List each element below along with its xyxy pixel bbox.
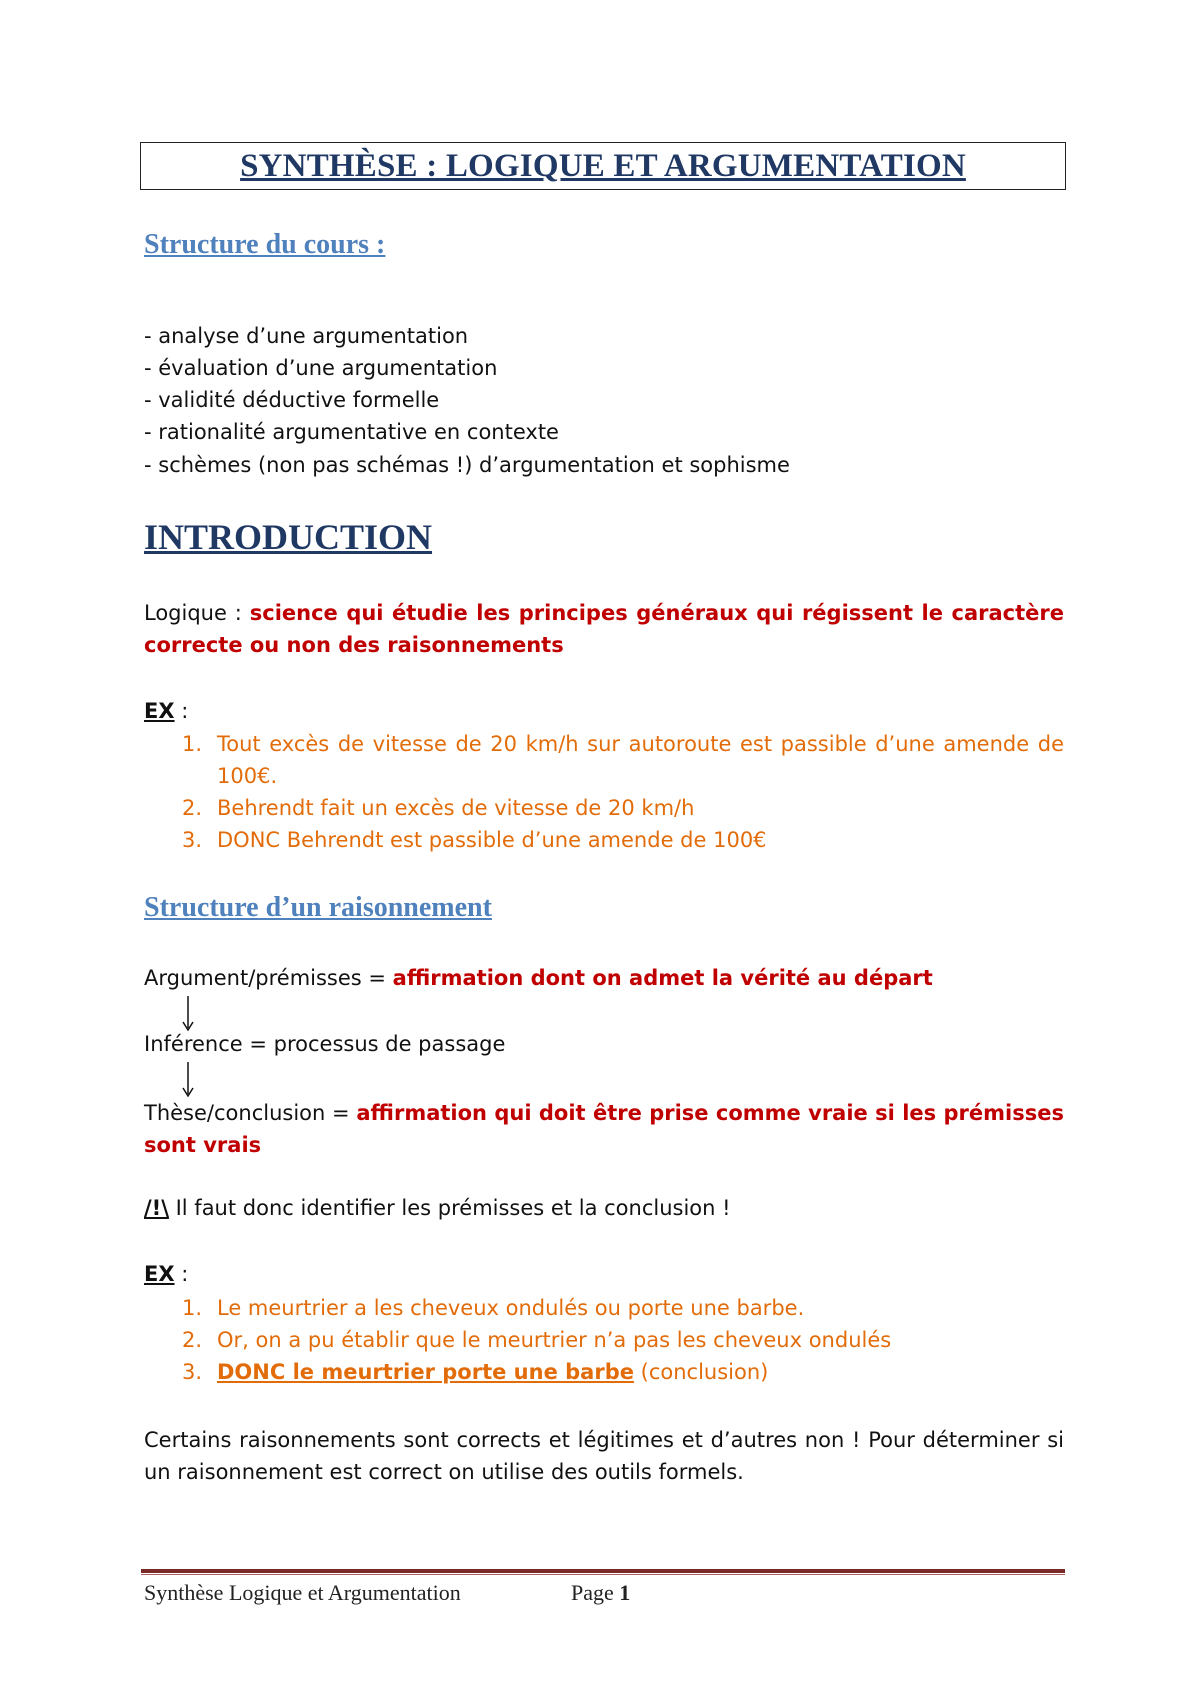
title-box [140, 142, 1066, 190]
down-arrow-icon [181, 1062, 195, 1098]
list-item [144, 1324, 1064, 1356]
ex-label-2 [144, 1262, 188, 1286]
ex-colon: : [174, 1262, 189, 1286]
reasoning-example-list [144, 1292, 1064, 1388]
list-number: 3. [182, 828, 203, 852]
argument-line [144, 966, 933, 990]
list-number: 1. [182, 1296, 203, 1320]
list-item [144, 824, 1064, 856]
thesis-label: Thèse/conclusion = [144, 1101, 357, 1125]
footer-title: Synthèse Logique et Argumentation [144, 1580, 461, 1605]
example-text: Behrendt fait un excès de vitesse de 20 km/h [217, 796, 695, 820]
warning-icon: /!\ [144, 1196, 169, 1220]
down-arrow-icon [181, 996, 195, 1032]
list-number: 2. [182, 796, 203, 820]
closing-paragraph: Certains raisonnements sont corrects et légitimes et d’autres non ! Pour déterminer si un raisonnement est correct on utilise des outils formels. [144, 1428, 1064, 1484]
ex-label-text: EX [144, 699, 175, 723]
list-number: 2. [182, 1328, 203, 1352]
thesis-paragraph [144, 1097, 1064, 1161]
document-title: SYNTHÈSE : LOGIQUE ET ARGUMENTATION [240, 147, 966, 184]
list-item [144, 792, 1064, 824]
example-text: Le meurtrier a les cheveux ondulés ou porte une barbe. [217, 1296, 805, 1320]
course-item-1: - analyse d’une argumentation [144, 324, 469, 348]
warning-line [144, 1196, 731, 1220]
example-conclusion-text: DONC le meurtrier porte une barbe [217, 1360, 634, 1384]
reasoning-structure-heading: Structure d’un raisonnement [144, 892, 492, 923]
logic-label: Logique : [144, 601, 250, 625]
course-item-4: - rationalité argumentative en contexte [144, 420, 559, 444]
example-suffix: (conclusion) [633, 1360, 769, 1384]
footer-page-number [571, 1580, 630, 1606]
course-item-3: - validité déductive formelle [144, 388, 440, 412]
footer-rule [141, 1569, 1065, 1573]
ex-colon: : [174, 699, 189, 723]
course-item-5: - schèmes (non pas schémas !) d’argumentation et sophisme [144, 453, 790, 477]
page-label: Page [571, 1580, 620, 1605]
intro-example-list [144, 728, 1064, 856]
page-number: 1 [619, 1580, 631, 1605]
list-item [144, 1292, 1064, 1324]
ex-label-1 [144, 699, 188, 723]
footer-rule-thin [141, 1574, 1065, 1575]
list-number: 1. [182, 732, 203, 756]
ex-label-text: EX [144, 1262, 175, 1286]
inference-line: Inférence = processus de passage [144, 1032, 506, 1056]
example-text: DONC Behrendt est passible d’une amende de 100€ [217, 828, 767, 852]
argument-definition: affirmation dont on admet la vérité au départ [392, 966, 933, 990]
course-structure-heading: Structure du cours : [144, 229, 386, 260]
thesis-definition: affirmation qui doit être prise comme vraie si les prémisses sont vrais [144, 1101, 1064, 1157]
argument-label: Argument/prémisses = [144, 966, 393, 990]
example-text: Tout excès de vitesse de 20 km/h sur autoroute est passible d’une amende de 100€. [217, 732, 1064, 788]
list-item [144, 1356, 1064, 1388]
warning-text: Il faut donc identifier les prémisses et la conclusion ! [168, 1196, 731, 1220]
example-text: Or, on a pu établir que le meurtrier n’a pas les cheveux ondulés [217, 1328, 892, 1352]
course-item-2: - évaluation d’une argumentation [144, 356, 498, 380]
list-item [144, 728, 1064, 792]
logic-definition-paragraph [144, 597, 1064, 661]
introduction-heading: INTRODUCTION [144, 517, 433, 557]
logic-definition: science qui étudie les principes généraux qui régissent le caractère correcte ou non des raisonnements [144, 601, 1064, 657]
list-number: 3. [182, 1360, 203, 1384]
